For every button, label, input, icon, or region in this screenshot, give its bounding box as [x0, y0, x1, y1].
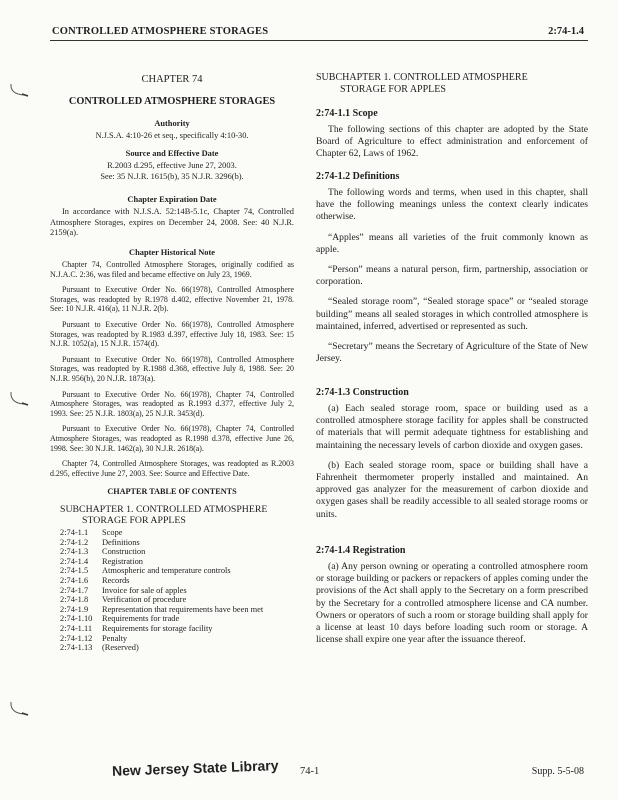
library-stamp: New Jersey State Library — [111, 757, 279, 779]
toc-entry-number: 2:74-1.6 — [60, 575, 89, 585]
toc-entry[interactable] — [60, 595, 294, 605]
subchapter-line-2: STORAGE FOR APPLES — [340, 84, 446, 95]
history-paragraph: Chapter 74, Controlled Atmosphere Storages, was readopted as R.2003 d.295, effective June 27, 2003. See: Source and Effective Date. — [50, 459, 294, 478]
toc-block — [50, 487, 294, 499]
definition-item: “Secretary” means the Secretary of Agriculture of the State of New Jersey. — [316, 341, 588, 365]
toc-entry-number: 2:74-1.4 — [60, 556, 89, 566]
toc-entry[interactable] — [60, 557, 294, 567]
toc-subchapter-line-1: SUBCHAPTER 1. CONTROLLED ATMOSPHERE — [60, 504, 268, 515]
toc-entry-title: Registration — [102, 556, 143, 566]
toc-entry-number: 2:74-1.7 — [60, 585, 89, 595]
toc-heading: CHAPTER TABLE OF CONTENTS — [107, 487, 237, 496]
toc-entry-number: 2:74-1.9 — [60, 604, 89, 614]
toc-entry-number: 2:74-1.10 — [60, 614, 93, 624]
toc-entry-number: 2:74-1.8 — [60, 595, 89, 605]
source-line-2: See: 35 N.J.R. 1615(b), 35 N.J.R. 3296(b). — [100, 171, 244, 181]
subchapter-line-1: SUBCHAPTER 1. CONTROLLED ATMOSPHERE — [316, 72, 528, 83]
toc-entry-title: Construction — [102, 547, 146, 557]
section-heading-scope: 2:74-1.1 Scope — [316, 108, 378, 119]
history-block — [50, 248, 294, 478]
toc-entry[interactable] — [60, 538, 294, 548]
section-heading-definitions: 2:74-1.2 Definitions — [316, 171, 400, 182]
expiration-heading: Chapter Expiration Date — [127, 195, 217, 204]
toc-entry-title: Scope — [102, 528, 123, 537]
toc-entry-title: Requirements for trade — [102, 614, 180, 624]
section-scope — [316, 108, 588, 161]
history-heading: Chapter Historical Note — [129, 248, 215, 257]
history-paragraph: Pursuant to Executive Order No. 66(1978), Chapter 74, Controlled Atmosphere Storages, was readopted as R.1993 d.377, effective July 2, 1993. See: 25 N.J.R. 1803(a), 25 N.J.R. 3453(d). — [50, 389, 294, 418]
toc-entry-title: Definitions — [102, 537, 140, 547]
section-registration — [316, 545, 588, 646]
toc-entry-title: Representation that requirements have been met — [102, 604, 264, 614]
toc-entry-number: 2:74-1.12 — [60, 633, 93, 643]
toc-subchapter — [60, 504, 294, 526]
toc-entry-title: Penalty — [102, 633, 128, 643]
toc-entry-title: (Reserved) — [102, 643, 139, 653]
running-header-title: CONTROLLED ATMOSPHERE STORAGES — [52, 26, 269, 37]
section-construction — [316, 387, 588, 521]
toc-entry[interactable] — [60, 605, 294, 615]
definition-item: “Person” means a natural person, firm, partnership, association or corporation. — [316, 264, 588, 288]
expiration-block — [50, 195, 294, 239]
history-paragraph: Pursuant to Executive Order No. 66(1978), Controlled Atmosphere Storages, was readopted by R.1978 d.402, effective November 21, 1978. See: 10 N.J.R. 416(a), 11 N.J.R. 2(b). — [50, 285, 294, 314]
section-definitions — [316, 171, 588, 365]
toc-entry-number: 2:74-1.1 — [60, 528, 89, 537]
source-block — [50, 149, 294, 182]
header-rule — [50, 40, 588, 41]
definition-item: “Apples” means all varieties of the fruit commonly known as apple. — [316, 231, 588, 255]
section-heading-registration: 2:74-1.4 Registration — [316, 545, 406, 556]
source-line-1: R.2003 d.295, effective June 27, 2003. — [107, 161, 237, 170]
toc-entry-title: Verification of procedure — [102, 595, 187, 605]
history-paragraph: Chapter 74, Controlled Atmosphere Storages, originally codified as N.J.A.C. 2:36, was filed and became effective on July 23, 1969. — [50, 260, 294, 279]
toc-entry[interactable] — [60, 547, 294, 557]
source-heading: Source and Effective Date — [125, 149, 219, 158]
toc-list — [60, 528, 294, 653]
chapter-title: CONTROLLED ATMOSPHERE STORAGES — [68, 96, 276, 107]
chapter-label: CHAPTER 74 — [141, 74, 203, 85]
scope-text: The following sections of this chapter are adopted by the State Board of Agriculture to effect administration and enforcement of Chapter 62, Laws of 1962. — [316, 124, 588, 160]
toc-entry-number: 2:74-1.3 — [60, 547, 89, 557]
toc-entry-title: Records — [102, 575, 130, 585]
toc-entry-number: 2:74-1.13 — [60, 643, 93, 653]
toc-entry[interactable] — [60, 634, 294, 644]
construction-paragraph-a: (a) Each sealed storage room, space or building used as a controlled atmosphere storage facility for apples shall be constructed of materials that will permit adequate tightness for establishing and maintaining the necessary levels of carbon dioxide and oxygen gases. — [316, 403, 588, 451]
history-paragraph: Pursuant to Executive Order No. 66(1978), Controlled Atmosphere Storages, was readopted by R.1983 d.397, effective July 18, 1983. See: 15 N.J.R. 1052(a), 15 N.J.R. 1574(d). — [50, 319, 294, 349]
authority-heading: Authority — [154, 119, 190, 128]
toc-subchapter-line-2: STORAGE FOR APPLES — [82, 515, 186, 526]
definition-item: “Sealed storage room”, “Sealed storage space” or “sealed storage building” means all sealed storages in which controlled atmosphere is maintained, inferred, advertised or represented as such. — [316, 296, 588, 332]
binding-hole-mark-bottom — [8, 700, 30, 718]
running-header-section: 2:74-1.4 — [548, 26, 584, 37]
toc-entry-title: Atmospheric and temperature controls — [102, 566, 231, 576]
registration-paragraph-a: (a) Any person owning or operating a controlled atmosphere room or storage building or packers or repackers of apples coming under the provisions of the Act shall apply to the Secretary on a form prescribed by the Secretary for a controlled atmosphere license and CA number. Owners or operators of such a room or storage building shall apply for a license at least 10 days before loading such room or storage. A license shall expire one year after the issuance thereof. — [316, 561, 588, 646]
definitions-intro: The following words and terms, when used in this chapter, shall have the following meanings unless the context clearly indicates otherwise. — [316, 187, 588, 223]
construction-paragraph-b: (b) Each sealed storage room, space or building shall have a Fahrenheit thermometer properly installed and maintained. An approved gas analyzer for the measurement of carbon dioxide and oxygen gases shall be readily accessible to all sealed storage rooms or units. — [316, 459, 588, 520]
expiration-text: In accordance with N.J.S.A. 52:14B-5.1c, Chapter 74, Controlled Atmosphere Storages, expires on December 24, 2008. See: 40 N.J.R. 2159(a). — [50, 207, 294, 237]
toc-entry[interactable] — [60, 576, 294, 586]
supplement-date: Supp. 5-5-08 — [531, 766, 584, 777]
toc-entry[interactable] — [60, 643, 294, 653]
subchapter-title — [316, 72, 588, 96]
toc-entry-number: 2:74-1.2 — [60, 537, 89, 547]
binding-hole-mark-top — [8, 80, 30, 98]
authority-text: N.J.S.A. 4:10-26 et seq., specifically 4:10-30. — [95, 131, 249, 140]
toc-entry[interactable] — [60, 614, 294, 624]
toc-entry[interactable] — [60, 566, 294, 576]
toc-entry-title: Requirements for storage facility — [102, 623, 213, 633]
history-paragraph: Pursuant to Executive Order No. 66(1978), Controlled Atmosphere Storages, was readopted by R.1988 d.368, effective July 8, 1988. See: 20 N.J.R. 956(b), 20 N.J.R. 1873(a). — [50, 354, 294, 383]
binding-hole-mark-middle — [8, 390, 30, 408]
toc-entry[interactable] — [60, 586, 294, 596]
toc-entry-number: 2:74-1.5 — [60, 566, 89, 576]
page-number: 74-1 — [300, 766, 320, 777]
authority-block — [50, 119, 294, 142]
section-heading-construction: 2:74-1.3 Construction — [316, 387, 409, 398]
toc-entry-number: 2:74-1.11 — [60, 623, 93, 633]
toc-entry[interactable] — [60, 528, 294, 538]
history-paragraph: Pursuant to Executive Order No. 66(1978), Chapter 74, Controlled Atmosphere Storages, was readopted as R.1998 d.378, effective June 26, 1998. See: 30 N.J.R. 1462(a), 30 N.J.R. 2618(a). — [50, 424, 294, 453]
toc-entry-title: Invoice for sale of apples — [102, 585, 187, 595]
toc-entry[interactable] — [60, 624, 294, 634]
